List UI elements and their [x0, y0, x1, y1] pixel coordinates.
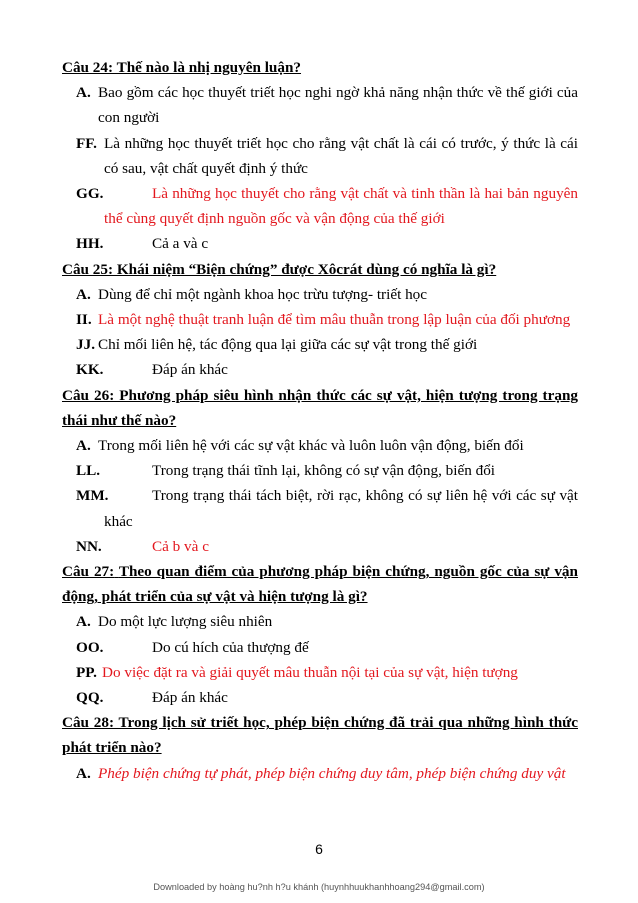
answer-27-a	[62, 609, 578, 634]
answer-text: Bao gồm các học thuyết triết học nghi ngờ khả năng nhận thức về thế giới của con người	[98, 84, 578, 127]
answer-text: Cả a và c	[152, 235, 209, 253]
answer-26-nn	[62, 534, 578, 559]
answer-text: Trong trạng thái tĩnh lại, không có sự vận động, biến đổi	[152, 462, 496, 480]
question-27-title	[62, 559, 578, 609]
answer-24-a	[62, 80, 578, 130]
answer-key: A.	[76, 613, 91, 631]
answer-key: LL.	[76, 462, 101, 480]
answer-key: A.	[76, 764, 91, 782]
answer-27-qq	[62, 685, 578, 710]
answer-key: HH.	[76, 235, 104, 253]
answer-key: A.	[76, 437, 91, 455]
document-page	[62, 55, 578, 786]
answer-key: A.	[76, 84, 91, 102]
answer-key: A.	[76, 285, 91, 303]
answer-27-oo	[62, 635, 578, 660]
answer-text-correct: Phép biện chứng tự phát, phép biện chứng duy tâm, phép biện chứng duy vật	[98, 764, 566, 782]
answer-text: Trong trạng thái tách biệt, rời rạc, không có sự liên hệ với các sự vật khác	[104, 487, 578, 530]
answer-28-a	[62, 761, 578, 786]
question-25-title: Câu 25: Khái niệm “Biện chứng” được Xôcrát dùng có nghĩa là gì?	[62, 260, 497, 278]
answer-key: FF.	[76, 134, 97, 152]
answer-26-mm	[62, 483, 578, 533]
answer-text: Đáp án khác	[152, 689, 228, 707]
answer-key: JJ.	[76, 336, 95, 354]
answer-text: Đáp án khác	[152, 361, 228, 379]
answer-text: Do cú hích của thượng đế	[152, 638, 309, 656]
question-28-title: Câu 28: Trong lịch sử triết học, phép biện chứng đã trải qua những hình thức phát triển nào?	[62, 714, 578, 757]
answer-26-ll	[62, 458, 578, 483]
answer-key: QQ.	[76, 689, 104, 707]
page-number: 6	[315, 841, 323, 857]
answer-text: Trong mối liên hệ với các sự vật khác và luôn luôn vận động, biến đổi	[98, 437, 524, 455]
answer-key: NN.	[76, 537, 102, 555]
answer-key: GG.	[76, 185, 104, 203]
download-footer: Downloaded by hoàng hu?nh h?u khánh (huynhhuukhanhhoang294@gmail.com)	[153, 882, 485, 892]
answer-text: Dùng để chỉ một ngành khoa học trừu tượng- triết học	[98, 285, 428, 303]
answer-26-a	[62, 433, 578, 458]
answer-25-a	[62, 282, 578, 307]
answer-text: Là những học thuyết triết học cho rằng vật chất là cái có trước, ý thức là cái có sau, vật chất quyết định ý thức	[104, 134, 578, 177]
answer-27-pp	[62, 660, 578, 685]
answer-text-correct: Là một nghệ thuật tranh luận để tìm mâu thuẫn trong lập luận của đối phương	[98, 311, 571, 329]
answer-text-correct: Cả b và c	[152, 537, 209, 555]
answer-key: KK.	[76, 361, 104, 379]
answer-24-hh	[62, 231, 578, 256]
answer-25-ii	[62, 307, 578, 332]
answer-25-jj	[62, 332, 578, 357]
question-24-title: Câu 24: Thế nào là nhị nguyên luận?	[62, 59, 302, 76]
answer-25-kk	[62, 357, 578, 382]
question-26-title: Câu 26: Phương pháp siêu hình nhận thức các sự vật, hiện tượng trong trạng thái như thế nào?	[62, 386, 578, 429]
answer-text: Do một lực lượng siêu nhiên	[98, 613, 273, 631]
answer-key: II.	[76, 311, 92, 329]
answer-key: MM.	[76, 487, 109, 505]
question-27-text: Theo quan điểm của phương pháp biện chứng, nguồn gốc của sự vận động, phát triển của sự vật và hiện tượng là gì?	[62, 563, 578, 606]
answer-key: PP.	[76, 663, 97, 681]
answer-text-correct: Là những học thuyết cho rằng vật chất và tinh thần là hai bản nguyên thể cùng quyết định nguồn gốc và vận động của thế giới	[104, 185, 578, 228]
question-27-label: Câu 27:	[62, 563, 115, 581]
answer-key: OO.	[76, 638, 104, 656]
answer-text-correct: Do việc đặt ra và giải quyết mâu thuẫn nội tại của sự vật, hiện tượng	[102, 663, 518, 681]
answer-24-ff	[62, 131, 578, 181]
answer-text: Chỉ mối liên hệ, tác động qua lại giữa các sự vật trong thế giới	[98, 336, 478, 354]
answer-24-gg	[62, 181, 578, 231]
